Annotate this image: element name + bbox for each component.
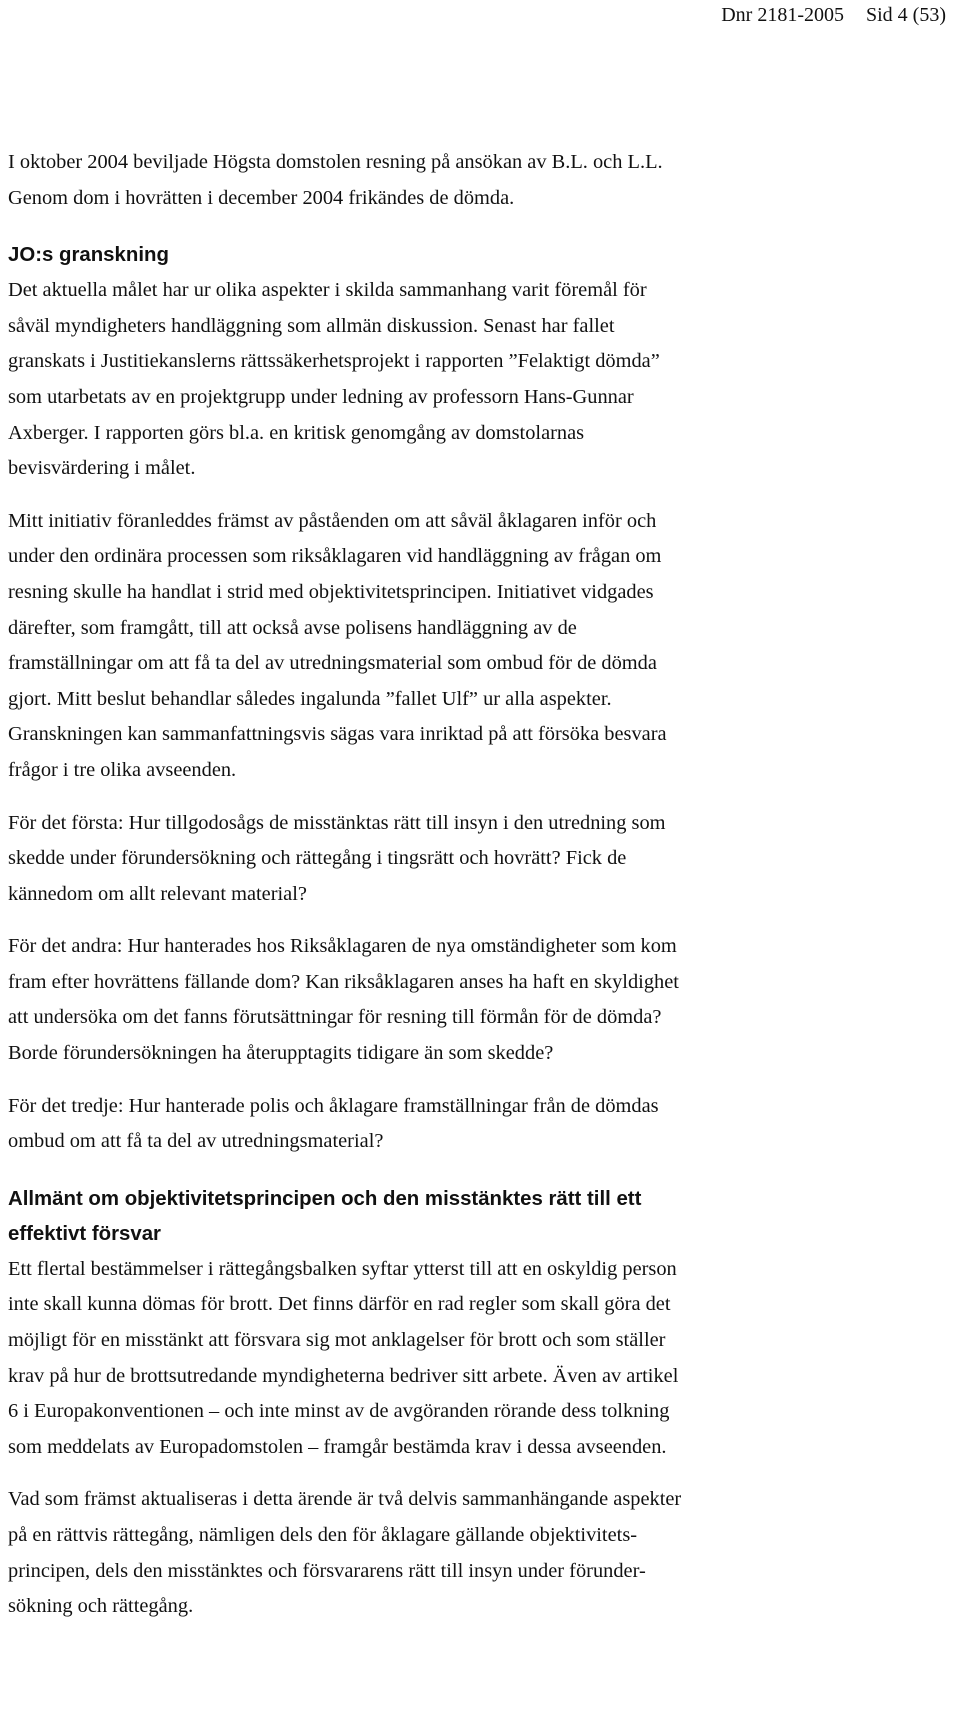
page-number: Sid 4 (53) bbox=[866, 4, 946, 26]
paragraph-initiative: Mitt initiativ föranleddes främst av påståenden om att såväl åklagaren inför och under den ordinära processen som riksåklagaren vid handläggning av frågan om resning skulle ha handlat i strid med objektivitetsprincipen. Initiativet vidgades därefter, som framgått, till att också avse polisens handläggning av de framställningar om att få ta del av utredningsmaterial som ombud för de dömda gjort. Mitt beslut behandlar således ingalunda ”fallet Ulf” ur alla aspekter. Granskningen kan sammanfattningsvis sägas vara inriktad på att försöka besvara frågor i tre olika avseenden. bbox=[8, 509, 667, 781]
paragraph-question-third: För det tredje: Hur hanterade polis och åklagare framställningar från de dömdas ombud om att få ta del av utredningsmaterial? bbox=[8, 1094, 659, 1153]
paragraph-background: Det aktuella målet har ur olika aspekter i skilda sammanhang varit föremål för såväl myndigheters handläggning som allmän diskussion. Senast har fallet granskats i Justitiekanslerns rättssäkerhetsprojekt i rapporten ”Felaktigt dömda” som utarbetats av en projektgrupp under ledning av professorn Hans-Gunnar Axberger. I rapporten görs bl.a. en kritisk genomgång av domstolarnas bevisvärdering i målet. bbox=[8, 279, 660, 480]
page-header bbox=[721, 2, 946, 28]
paragraph-question-first: För det första: Hur tillgodosågs de misstänktas rätt till insyn i den utredning som skedde under förundersökning och rättegång i tingsrätt och hovrätt? Fick de kännedom om allt relevant material? bbox=[8, 811, 666, 905]
intro-paragraph: I oktober 2004 beviljade Högsta domstolen resning på ansökan av B.L. och L.L. Genom dom i hovrätten i december 2004 frikändes de dömda. bbox=[8, 151, 663, 209]
paragraph-question-second: För det andra: Hur hanterades hos Riksåklagaren de nya omständigheter som kom fram efter hovrättens fällande dom? Kan riksåklagaren anses ha haft en skyldighet att undersöka om det fanns förutsättningar för resning till förmån för de dömda? Borde förundersökningen ha återupptagits tidigare än som skedde? bbox=[8, 935, 679, 1065]
document-body bbox=[8, 145, 870, 1625]
section-heading-objektivitetsprincipen: Allmänt om objektivitetsprincipen och den misstänktes rätt till ett effektivt försvar bbox=[8, 1187, 642, 1245]
section-heading-jo-granskning: JO:s granskning bbox=[8, 244, 169, 267]
document-number: Dnr 2181-2005 bbox=[721, 4, 844, 26]
paragraph-aspects: Vad som främst aktualiseras i detta ärende är två delvis sammanhängande aspekter på en rättvis rättegång, nämligen dels den för åklagare gällande objektivitets- principen, dels den misstänktes och försvararens rätt till insyn under förunder- sökning och rättegång. bbox=[8, 1488, 682, 1618]
paragraph-regulations: Ett flertal bestämmelser i rättegångsbalken syftar ytterst till att en oskyldig person inte skall kunna dömas för brott. Det finns därför en rad regler som skall göra det möjligt för en misstänkt att försvara sig mot anklagelser för brott och som ställer krav på hur de brottsutredande myndigheterna bedriver sitt arbete. Även av artikel 6 i Europakonventionen – och inte minst av de avgöranden rörande dess tolkning som meddelats av Europadomstolen – framgår bestämda krav i dessa avseenden. bbox=[8, 1257, 679, 1458]
